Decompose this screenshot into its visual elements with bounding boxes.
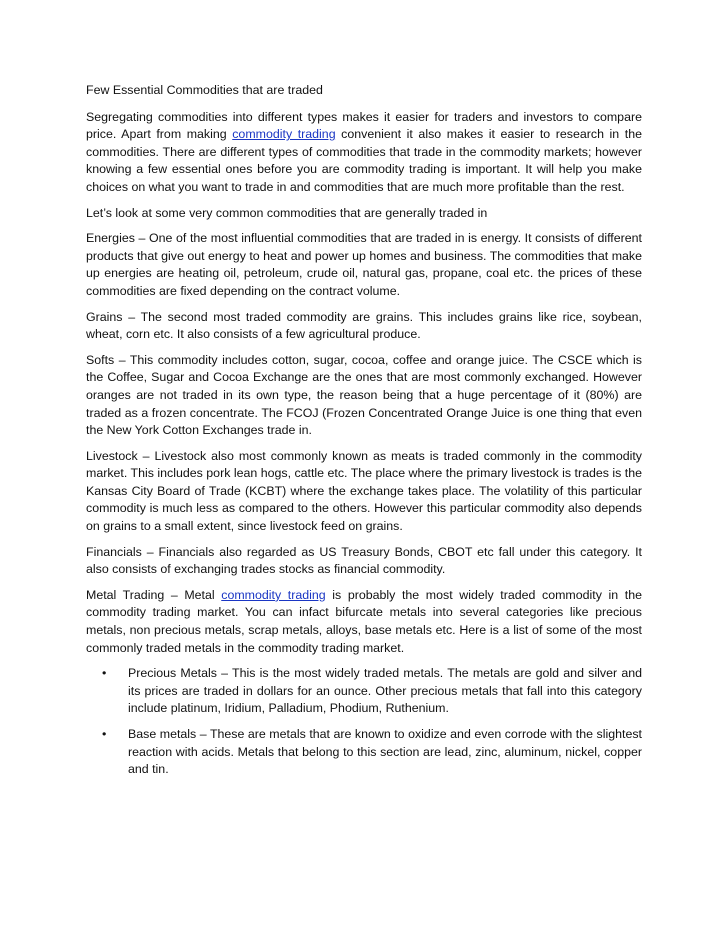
list-item-base-metals [86, 726, 642, 779]
list-item-text: Base metals – These are metals that are known to oxidize and even corrode with the slightest reaction with acids. Metals that belong to this section are lead, zinc, aluminum, nickel, copper and tin. [128, 727, 642, 777]
intro-text-before: Segregating commodities into different types makes it easier for traders and investors to compare price. Apart from making [86, 109, 642, 142]
intro-text-after: convenient it also makes it easier to research in the commodities. There are different types of commodities that trade in the commodity markets; however knowing a few essential ones before you are commodity trading is important. It will help you make choices on what you want to trade in and commodities that are much more profitable than the rest. [86, 127, 642, 194]
commodity-trading-link[interactable]: commodity trading [232, 127, 336, 142]
bullet-icon: • [102, 666, 107, 681]
metal-trading-paragraph [86, 587, 642, 657]
lead-paragraph: Let’s look at some very common commodities that are generally traded in [86, 205, 488, 220]
metal-text-after: is probably the most widely traded commodity in the commodity trading market. You can infact bifurcate metals into several categories like precious metals, non precious metals, scrap metals, alloys, base metals etc. Here is a list of some of the most commonly traded metals in the commodity trading market. [86, 587, 643, 655]
financials-paragraph: Financials – Financials also regarded as US Treasury Bonds, CBOT etc fall under this category. It also consists of exchanging trades stocks as financial commodity. [86, 544, 642, 577]
softs-paragraph: Softs – This commodity includes cotton, sugar, cocoa, coffee and orange juice. The CSCE which is the Coffee, Sugar and Cocoa Exchange are the ones that are most commonly exchanged. However oranges are not traded in its own type, the reason being that a huge percentage of it (80%) are traded as a frozen concentrate. The FCOJ (Frozen Concentrated Orange Juice is one thing that even the New York Cotton Exchanges trade in. [86, 352, 642, 438]
list-item-text: Precious Metals – This is the most widely traded metals. The metals are gold and silver and its prices are traded in dollars for an ounce. Other precious metals that fall into this category include platinum, Iridium, Palladium, Phodium, Ruthenium. [128, 666, 642, 716]
grains-paragraph: Grains – The second most traded commodity are grains. This includes grains like rice, soybean, wheat, corn etc. It also consists of a few agricultural produce. [86, 309, 642, 342]
intro-paragraph [86, 109, 642, 197]
metal-text-before: Metal Trading – Metal [86, 587, 222, 602]
document-title: Few Essential Commodities that are traded [86, 83, 323, 97]
document-page [86, 82, 642, 787]
list-item-precious-metals [86, 665, 642, 718]
metals-bullet-list [86, 665, 642, 779]
energies-paragraph: Energies – One of the most influential commodities that are traded in is energy. It consists of different products that give out energy to heat and power up homes and business. The commodities that make up energies are heating oil, petroleum, crude oil, natural gas, propane, coal etc. the prices of these commodities are fixed depending on the contract volume. [86, 231, 642, 298]
bullet-icon: • [102, 727, 107, 741]
livestock-paragraph: Livestock – Livestock also most commonly known as meats is traded commonly in the commodity market. This includes pork lean hogs, cattle etc. The place where the primary livestock is trades is the Kansas City Board of Trade (KCBT) where the exchange takes place. The volatility of this particular commodity is much less as compared to the others. However this particular commodity also depends on grains to a small extent, since livestock feed on grains. [86, 448, 642, 534]
metal-commodity-trading-link[interactable]: commodity trading [221, 587, 326, 602]
